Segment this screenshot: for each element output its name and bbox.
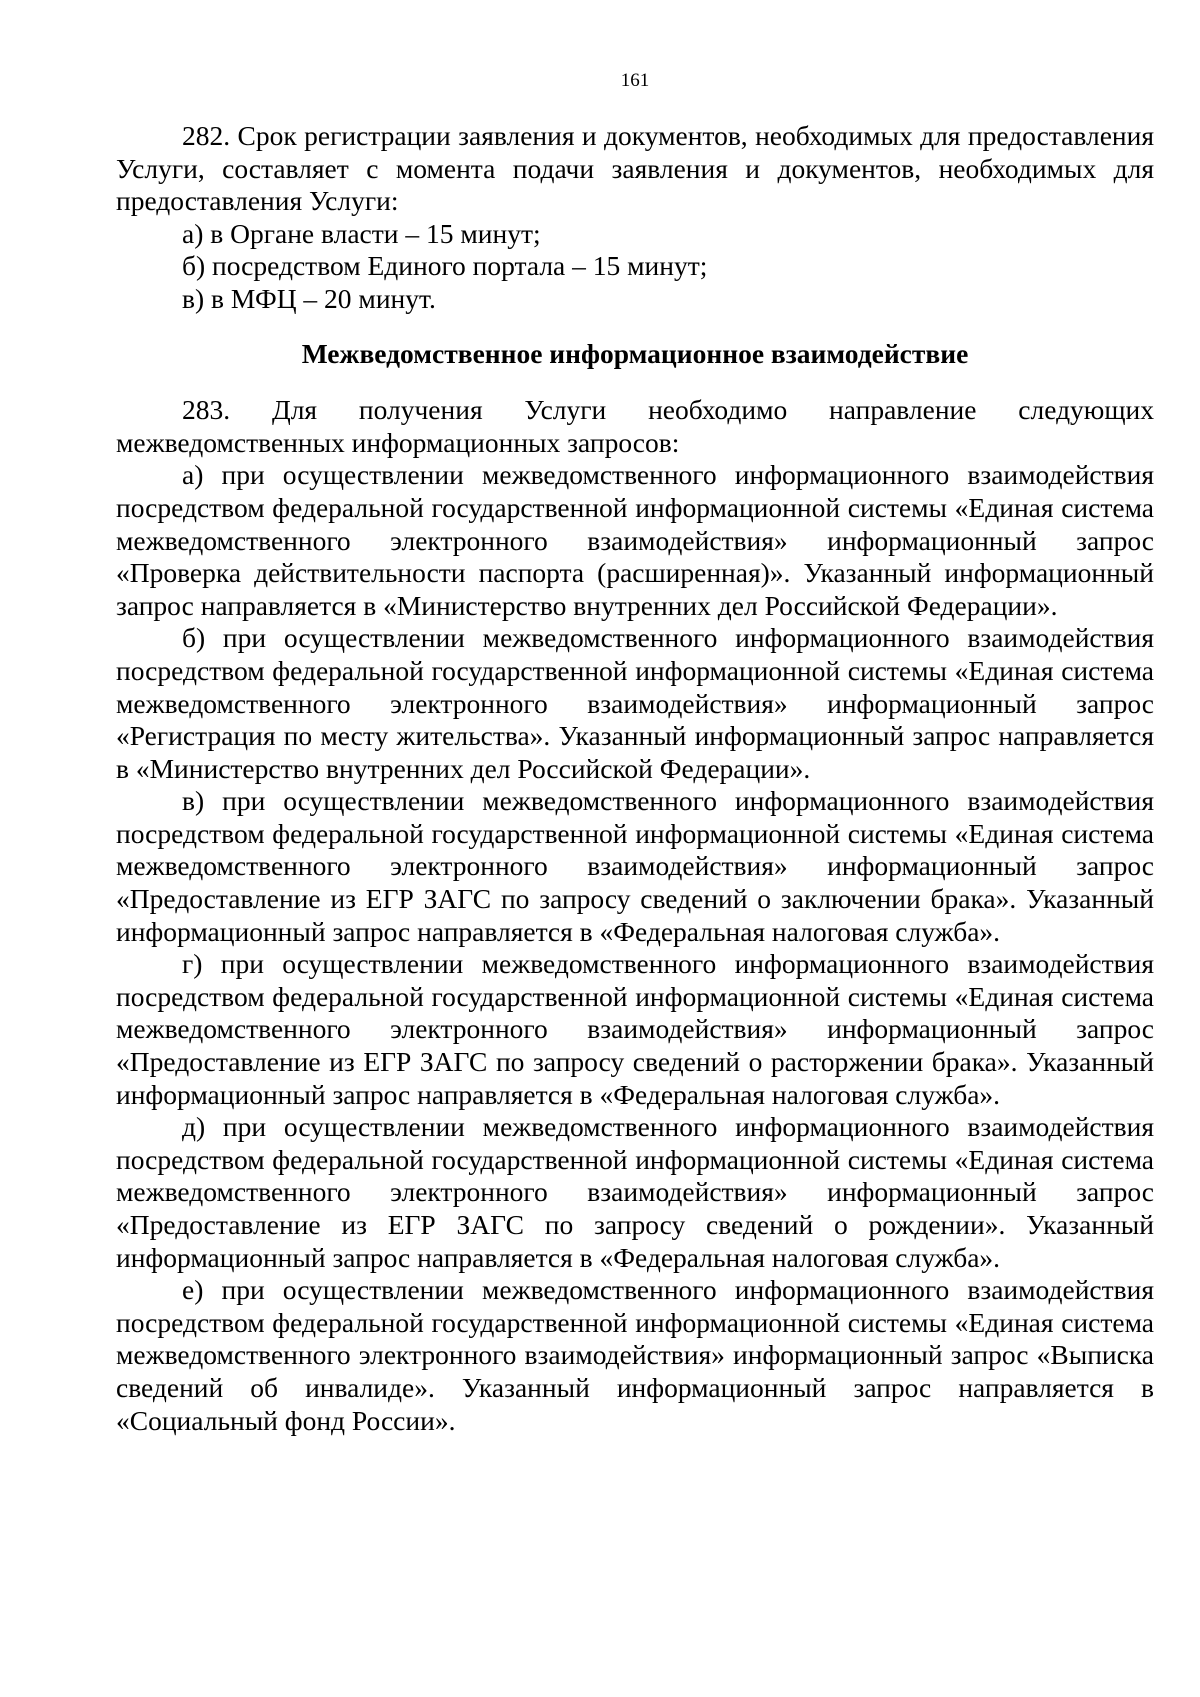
document-body (116, 120, 1154, 1437)
paragraph-282-item-b: б) посредством Единого портала – 15 минут; (182, 250, 708, 282)
paragraph-283-item-e: е) при осуществлении межведомственного информационного взаимодействия посредством федеральной государственной информационной системы «Единая система межведомственного электронного взаимодействия» информационный запрос «Выписка сведений об инвалиде». Указанный информационный запрос направляется в «Социальный фонд России». (116, 1274, 1154, 1436)
section-heading: Межведомственное информационное взаимодействие (301, 337, 969, 369)
page-number: 161 (620, 70, 650, 91)
paragraph-282: 282. Срок регистрации заявления и документов, необходимых для предоставления Услуги, составляет с момента подачи заявления и документов, необходимых для предоставления Услуги: (116, 120, 1154, 217)
paragraph-283: 283. Для получения Услуги необходимо направление следующих межведомственных информационных запросов: (116, 394, 1154, 458)
paragraph-282-item-a: а) в Органе власти – 15 минут; (182, 217, 541, 249)
paragraph-282-item-v: в) в МФЦ – 20 минут. (182, 282, 436, 314)
document-page (116, 0, 1154, 1697)
paragraph-283-item-b: б) при осуществлении межведомственного информационного взаимодействия посредством федеральной государственной информационной системы «Единая система межведомственного электронного взаимодействия» информационный запрос «Регистрация по месту жительства». Указанный информационный запрос направляется в «Министерство внутренних дел Российской Федерации». (116, 622, 1154, 784)
paragraph-283-item-v: в) при осуществлении межведомственного информационного взаимодействия посредством федеральной государственной информационной системы «Единая система межведомственного электронного взаимодействия» информационный запрос «Предоставление из ЕГР ЗАГС по запросу сведений о заключении брака». Указанный информационный запрос направляется в «Федеральная налоговая служба». (116, 785, 1154, 947)
paragraph-283-item-d: д) при осуществлении межведомственного информационного взаимодействия посредством федеральной государственной информационной системы «Единая система межведомственного электронного взаимодействия» информационный запрос «Предоставление из ЕГР ЗАГС по запросу сведений о рождении». Указанный информационный запрос направляется в «Федеральная налоговая служба». (116, 1111, 1154, 1273)
paragraph-283-item-g: г) при осуществлении межведомственного информационного взаимодействия посредством федеральной государственной информационной системы «Единая система межведомственного электронного взаимодействия» информационный запрос «Предоставление из ЕГР ЗАГС по запросу сведений о расторжении брака». Указанный информационный запрос направляется в «Федеральная налоговая служба». (116, 948, 1154, 1110)
paragraph-283-item-a: а) при осуществлении межведомственного информационного взаимодействия посредством федеральной государственной информационной системы «Единая система межведомственного электронного взаимодействия» информационный запрос «Проверка действительности паспорта (расширенная)». Указанный информационный запрос направляется в «Министерство внутренних дел Российской Федерации». (116, 459, 1154, 621)
